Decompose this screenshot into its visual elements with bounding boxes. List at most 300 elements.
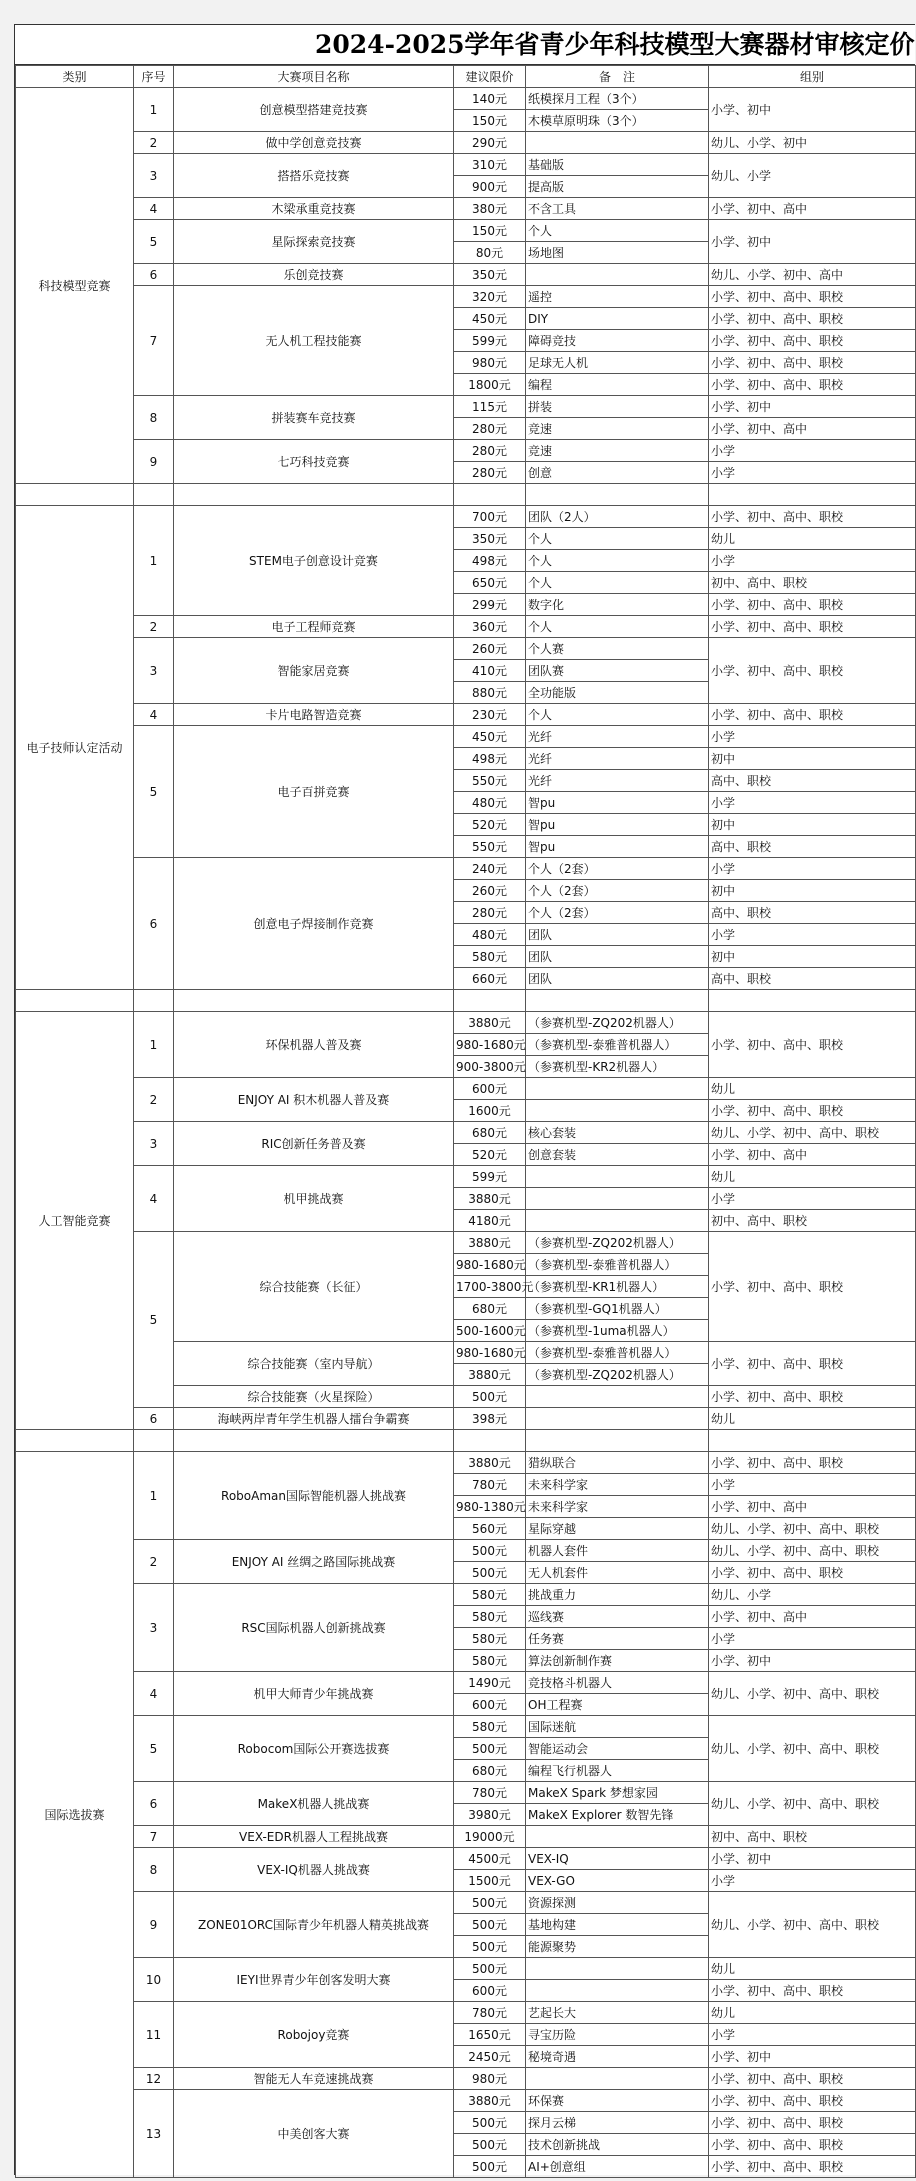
price-cell: 230元 [454,704,526,726]
note-cell: （参赛机型-泰雅普机器人） [526,1342,709,1364]
price-cell: 1600元 [454,1100,526,1122]
spacer-cell [709,1430,916,1452]
price-cell: 680元 [454,1122,526,1144]
event-name-cell: 搭搭乐竞技赛 [174,154,454,198]
group-cell: 小学、初中 [709,88,916,132]
note-cell: 场地图 [526,242,709,264]
group-cell: 小学、初中、高中、职校 [709,594,916,616]
event-name-cell: 创意电子焊接制作竞赛 [174,858,454,990]
event-name-cell: 卡片电路智造竞赛 [174,704,454,726]
event-name-cell: STEM电子创意设计竞赛 [174,506,454,616]
event-number-cell: 3 [134,154,174,198]
note-cell [526,1408,709,1430]
price-cell: 500元 [454,1914,526,1936]
price-cell: 4180元 [454,1210,526,1232]
price-cell: 3880元 [454,1452,526,1474]
table-row [16,1540,916,1562]
note-cell: AI+创意组 [526,2156,709,2178]
note-cell: 竞速 [526,440,709,462]
header-event-name: 大赛项目名称 [174,66,454,88]
category-cell: 电子技师认定活动 [16,506,134,990]
note-cell: 核心套装 [526,1122,709,1144]
event-number-cell: 4 [134,198,174,220]
table-row [16,1672,916,1694]
group-cell: 幼儿、小学、初中、高中、职校 [709,1518,916,1540]
table-row [16,132,916,154]
group-cell: 高中、职校 [709,902,916,924]
event-name-cell: 做中学创意竞技赛 [174,132,454,154]
spacer-cell [526,990,709,1012]
event-name-cell: Robojoy竞赛 [174,2002,454,2068]
category-cell: 科技模型竞赛 [16,88,134,484]
price-cell: 498元 [454,550,526,572]
note-cell: 全功能版 [526,682,709,704]
price-cell: 500元 [454,1386,526,1408]
event-number-cell: 6 [134,1782,174,1826]
price-cell: 80元 [454,242,526,264]
note-cell: 资源探测 [526,1892,709,1914]
event-name-cell: Robocom国际公开赛选拔赛 [174,1716,454,1782]
table-row [16,506,916,528]
table-row [16,198,916,220]
price-cell: 520元 [454,1144,526,1166]
group-cell: 初中 [709,814,916,836]
group-cell: 小学、初中、高中、职校 [709,2134,916,2156]
price-cell: 3880元 [454,1012,526,1034]
price-cell: 980-1680元 [454,1254,526,1276]
table-row [16,1122,916,1144]
note-cell [526,1188,709,1210]
group-cell: 幼儿 [709,1408,916,1430]
price-cell: 900元 [454,176,526,198]
note-cell [526,1078,709,1100]
price-cell: 780元 [454,2002,526,2024]
spacer-cell [526,1430,709,1452]
table-row [16,1716,916,1738]
group-cell: 小学、初中、高中 [709,1496,916,1518]
event-number-cell: 1 [134,88,174,132]
event-name-cell: 拼装赛车竞技赛 [174,396,454,440]
note-cell: 个人 [526,528,709,550]
spacer-row [16,484,916,506]
spacer-cell [454,990,526,1012]
event-number-cell: 4 [134,704,174,726]
note-cell: 艺起长大 [526,2002,709,2024]
price-cell: 500元 [454,2112,526,2134]
event-name-cell: 七巧科技竞赛 [174,440,454,484]
price-cell: 260元 [454,638,526,660]
group-cell: 小学、初中、高中、职校 [709,2112,916,2134]
price-cell: 500元 [454,1892,526,1914]
group-cell: 初中、高中、职校 [709,1826,916,1848]
event-number-cell: 10 [134,1958,174,2002]
note-cell: 寻宝历险 [526,2024,709,2046]
note-cell: 个人 [526,220,709,242]
note-cell: MakeX Explorer 数智先锋 [526,1804,709,1826]
group-cell: 小学、初中 [709,2046,916,2068]
group-cell: 幼儿、小学、初中、高中、职校 [709,1782,916,1826]
price-cell: 680元 [454,1760,526,1782]
note-cell: 个人 [526,550,709,572]
spacer-cell [134,1430,174,1452]
table-row [16,1584,916,1606]
group-cell: 初中 [709,946,916,968]
price-cell: 500元 [454,2134,526,2156]
event-name-cell: ENJOY AI 积木机器人普及赛 [174,1078,454,1122]
group-cell: 初中 [709,748,916,770]
note-cell: OH工程赛 [526,1694,709,1716]
price-cell: 520元 [454,814,526,836]
group-cell: 高中、职校 [709,770,916,792]
table-row [16,2068,916,2090]
note-cell: 机器人套件 [526,1540,709,1562]
note-cell: MakeX Spark 梦想家园 [526,1782,709,1804]
price-cell: 500元 [454,1936,526,1958]
event-name-cell: MakeX机器人挑战赛 [174,1782,454,1826]
price-cell: 980-1680元 [454,1342,526,1364]
price-cell: 280元 [454,462,526,484]
price-cell: 500元 [454,1562,526,1584]
price-cell: 980元 [454,352,526,374]
event-number-cell: 3 [134,1122,174,1166]
price-cell: 3880元 [454,1188,526,1210]
note-cell: 猎纵联合 [526,1452,709,1474]
price-cell: 599元 [454,1166,526,1188]
note-cell: 编程飞行机器人 [526,1760,709,1782]
note-cell [526,1958,709,1980]
note-cell: （参赛机型-泰雅普机器人） [526,1254,709,1276]
note-cell: 个人（2套） [526,880,709,902]
note-cell: 光纤 [526,770,709,792]
price-cell: 450元 [454,308,526,330]
note-cell: （参赛机型-ZQ202机器人） [526,1232,709,1254]
event-name-cell: ENJOY AI 丝绸之路国际挑战赛 [174,1540,454,1584]
group-cell: 小学、初中、高中、职校 [709,2156,916,2178]
spacer-cell [526,484,709,506]
group-cell: 小学、初中、高中、职校 [709,2090,916,2112]
event-name-cell: VEX-EDR机器人工程挑战赛 [174,1826,454,1848]
event-number-cell: 6 [134,858,174,990]
price-cell: 299元 [454,594,526,616]
price-cell: 580元 [454,946,526,968]
price-cell: 310元 [454,154,526,176]
event-number-cell: 4 [134,1166,174,1232]
note-cell: 编程 [526,374,709,396]
event-number-cell: 5 [134,1232,174,1408]
note-cell: 智能运动会 [526,1738,709,1760]
table-row [16,1166,916,1188]
header-price: 建议限价 [454,66,526,88]
group-cell: 幼儿 [709,1166,916,1188]
event-name-cell: 综合技能赛（火星探险） [174,1386,454,1408]
spacer-cell [174,1430,454,1452]
price-cell: 280元 [454,418,526,440]
price-cell: 2450元 [454,2046,526,2068]
note-cell: 数字化 [526,594,709,616]
price-cell: 3880元 [454,1232,526,1254]
spacer-cell [134,990,174,1012]
note-cell: 竞速 [526,418,709,440]
sheet-title: 2024-2025学年省青少年科技模型大赛器材审核定价 [15,25,915,65]
event-name-cell: 机甲大师青少年挑战赛 [174,1672,454,1716]
event-number-cell: 2 [134,1078,174,1122]
group-cell: 小学、初中 [709,1650,916,1672]
price-cell: 360元 [454,616,526,638]
event-number-cell: 2 [134,616,174,638]
event-number-cell: 4 [134,1672,174,1716]
group-cell: 小学、初中、高中、职校 [709,506,916,528]
note-cell: 个人 [526,616,709,638]
note-cell: 不含工具 [526,198,709,220]
price-cell: 600元 [454,1694,526,1716]
price-cell: 115元 [454,396,526,418]
price-cell: 350元 [454,264,526,286]
table-row [16,726,916,748]
header-number: 序号 [134,66,174,88]
event-number-cell: 6 [134,1408,174,1430]
group-cell: 小学 [709,550,916,572]
price-cell: 450元 [454,726,526,748]
table-row [16,1826,916,1848]
price-cell: 380元 [454,198,526,220]
note-cell: （参赛机型-KR1机器人） [526,1276,709,1298]
note-cell: 探月云梯 [526,2112,709,2134]
event-name-cell: ZONE01ORC国际青少年机器人精英挑战赛 [174,1892,454,1958]
group-cell: 初中、高中、职校 [709,1210,916,1232]
price-cell: 140元 [454,88,526,110]
group-cell: 幼儿、小学、初中、高中、职校 [709,1122,916,1144]
group-cell: 小学、初中、高中、职校 [709,2068,916,2090]
note-cell: 基地构建 [526,1914,709,1936]
note-cell: 纸模探月工程（3个） [526,88,709,110]
note-cell: VEX-GO [526,1870,709,1892]
note-cell: 团队 [526,968,709,990]
price-cell: 500-1600元 [454,1320,526,1342]
price-cell: 480元 [454,924,526,946]
price-cell: 3980元 [454,1804,526,1826]
group-cell: 幼儿、小学、初中、高中、职校 [709,1716,916,1782]
price-cell: 650元 [454,572,526,594]
note-cell: 创意套装 [526,1144,709,1166]
note-cell: 团队 [526,946,709,968]
event-name-cell: 机甲挑战赛 [174,1166,454,1232]
group-cell: 小学、初中、高中 [709,198,916,220]
group-cell: 小学、初中、高中、职校 [709,1980,916,2002]
spacer-cell [454,1430,526,1452]
table-row [16,154,916,176]
event-name-cell: IEYI世界青少年创客发明大赛 [174,1958,454,2002]
price-cell: 19000元 [454,1826,526,1848]
spacer-row [16,990,916,1012]
group-cell: 小学、初中、高中 [709,1144,916,1166]
price-cell: 500元 [454,1958,526,1980]
note-cell [526,1826,709,1848]
event-name-cell: 木梁承重竞技赛 [174,198,454,220]
group-cell: 小学、初中、高中、职校 [709,286,916,308]
price-cell: 410元 [454,660,526,682]
price-cell: 660元 [454,968,526,990]
note-cell [526,2068,709,2090]
note-cell: （参赛机型-GQ1机器人） [526,1298,709,1320]
price-cell: 980元 [454,2068,526,2090]
price-cell: 500元 [454,1540,526,1562]
price-cell: 290元 [454,132,526,154]
table-row [16,264,916,286]
group-cell: 初中、高中、职校 [709,572,916,594]
price-cell: 3880元 [454,2090,526,2112]
event-number-cell: 5 [134,726,174,858]
event-name-cell: RIC创新任务普及赛 [174,1122,454,1166]
price-cell: 280元 [454,902,526,924]
table-row [16,440,916,462]
price-cell: 3880元 [454,1364,526,1386]
group-cell: 小学、初中 [709,220,916,264]
note-cell: 未来科学家 [526,1474,709,1496]
group-cell: 小学、初中 [709,396,916,418]
event-number-cell: 12 [134,2068,174,2090]
group-cell: 幼儿 [709,1078,916,1100]
header-row [16,66,916,88]
spreadsheet [14,24,915,2175]
price-cell: 398元 [454,1408,526,1430]
event-number-cell: 9 [134,1892,174,1958]
note-cell: 星际穿越 [526,1518,709,1540]
note-cell [526,1100,709,1122]
note-cell: 智pu [526,792,709,814]
note-cell: 足球无人机 [526,352,709,374]
table-row [16,1782,916,1804]
event-number-cell: 1 [134,506,174,616]
event-name-cell: 乐创竞技赛 [174,264,454,286]
spacer-cell [134,484,174,506]
group-cell: 小学 [709,924,916,946]
note-cell: 团队赛 [526,660,709,682]
note-cell: 创意 [526,462,709,484]
table-row [16,616,916,638]
group-cell: 小学 [709,1628,916,1650]
price-cell: 260元 [454,880,526,902]
group-cell: 小学 [709,858,916,880]
price-cell: 599元 [454,330,526,352]
group-cell: 小学、初中、高中、职校 [709,1452,916,1474]
price-cell: 600元 [454,1078,526,1100]
note-cell: （参赛机型-KR2机器人） [526,1056,709,1078]
price-cell: 480元 [454,792,526,814]
table-row [16,1078,916,1100]
price-cell: 680元 [454,1298,526,1320]
event-number-cell: 7 [134,1826,174,1848]
note-cell: 团队（2人） [526,506,709,528]
price-cell: 1650元 [454,2024,526,2046]
group-cell: 幼儿、小学 [709,1584,916,1606]
spacer-cell [454,484,526,506]
note-cell: 光纤 [526,726,709,748]
price-cell: 600元 [454,1980,526,2002]
price-cell: 580元 [454,1716,526,1738]
group-cell: 小学、初中、高中、职校 [709,374,916,396]
note-cell: 技术创新挑战 [526,2134,709,2156]
category-cell: 国际选拔赛 [16,1452,134,2178]
group-cell: 小学、初中 [709,1848,916,1870]
table-row [16,638,916,660]
table-row [16,88,916,110]
group-cell: 小学 [709,440,916,462]
group-cell: 小学 [709,792,916,814]
group-cell: 小学、初中、高中、职校 [709,1100,916,1122]
group-cell: 小学、初中、高中 [709,1606,916,1628]
group-cell: 小学 [709,462,916,484]
price-cell: 150元 [454,220,526,242]
price-cell: 580元 [454,1628,526,1650]
group-cell: 初中 [709,880,916,902]
note-cell: 基础版 [526,154,709,176]
note-cell: 竞技格斗机器人 [526,1672,709,1694]
price-cell: 880元 [454,682,526,704]
group-cell: 幼儿 [709,528,916,550]
note-cell: （参赛机型-ZQ202机器人） [526,1012,709,1034]
event-number-cell: 11 [134,2002,174,2068]
price-cell: 498元 [454,748,526,770]
note-cell: 个人 [526,704,709,726]
group-cell: 小学 [709,726,916,748]
event-name-cell: 智能无人车竞速挑战赛 [174,2068,454,2090]
group-cell: 小学、初中、高中、职校 [709,1012,916,1078]
price-cell: 500元 [454,1738,526,1760]
price-cell: 900-3800元 [454,1056,526,1078]
price-cell: 320元 [454,286,526,308]
price-cell: 550元 [454,836,526,858]
table-row [16,1958,916,1980]
table-row [16,858,916,880]
group-cell: 幼儿 [709,2002,916,2024]
event-name-cell: 综合技能赛（室内导航） [174,1342,454,1386]
price-cell: 150元 [454,110,526,132]
group-cell: 小学、初中、高中、职校 [709,1342,916,1386]
group-cell: 幼儿、小学、初中、高中、职校 [709,1672,916,1716]
spacer-cell [16,990,134,1012]
table-row [16,2002,916,2024]
note-cell: （参赛机型-ZQ202机器人） [526,1364,709,1386]
event-name-cell: 综合技能赛（长征） [174,1232,454,1342]
table-body [16,88,916,2178]
note-cell: 个人赛 [526,638,709,660]
note-cell [526,1980,709,2002]
note-cell: 个人（2套） [526,902,709,924]
event-number-cell: 8 [134,1848,174,1892]
group-cell: 小学、初中、高中、职校 [709,308,916,330]
note-cell: （参赛机型-1uma机器人） [526,1320,709,1342]
event-number-cell: 2 [134,1540,174,1584]
event-number-cell: 5 [134,220,174,264]
table-row [16,1848,916,1870]
table-row [16,1012,916,1034]
price-cell: 780元 [454,1474,526,1496]
group-cell: 幼儿、小学 [709,154,916,198]
note-cell: 任务赛 [526,1628,709,1650]
note-cell: 遥控 [526,286,709,308]
note-cell: 巡线赛 [526,1606,709,1628]
event-name-cell: 电子工程师竞赛 [174,616,454,638]
spacer-cell [16,484,134,506]
group-cell: 小学、初中、高中、职校 [709,616,916,638]
note-cell [526,1166,709,1188]
group-cell: 高中、职校 [709,836,916,858]
note-cell: 能源聚势 [526,1936,709,1958]
event-number-cell: 6 [134,264,174,286]
note-cell: 秘境奇遇 [526,2046,709,2068]
note-cell: 环保赛 [526,2090,709,2112]
spacer-row [16,1430,916,1452]
